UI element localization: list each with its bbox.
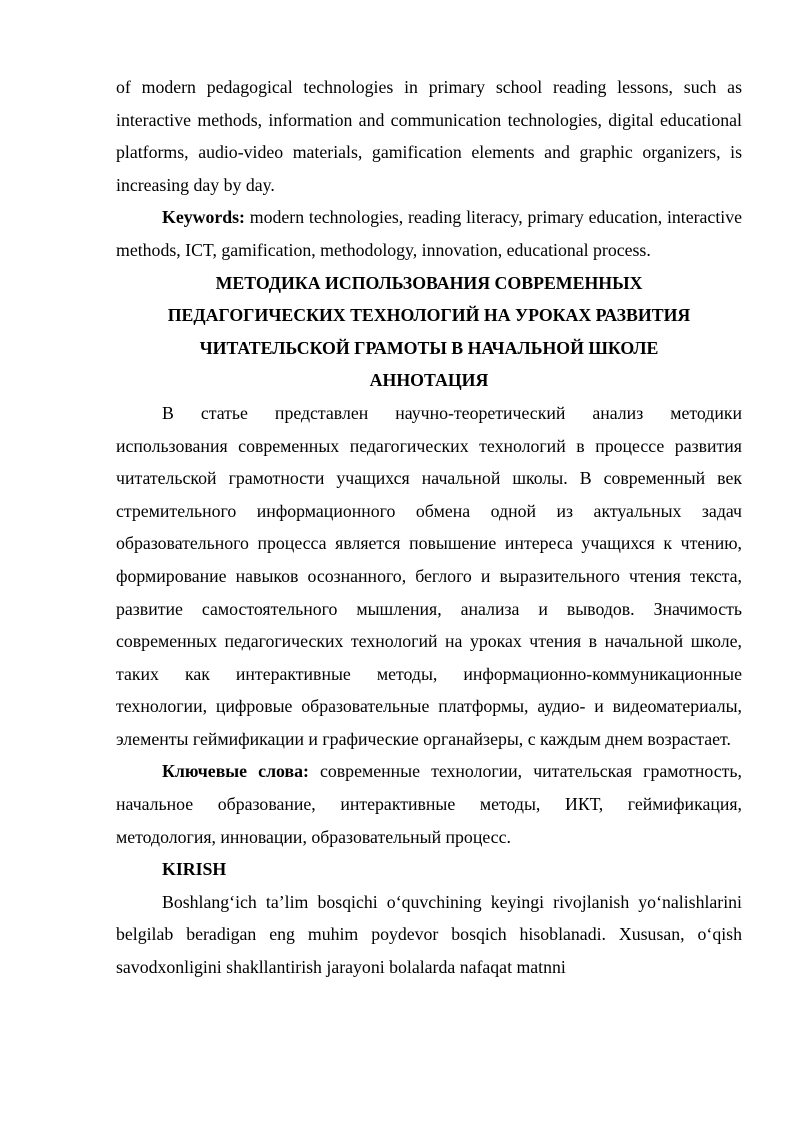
- keywords-ru-paragraph: [116, 755, 742, 853]
- title-ru-line-2: ПЕДАГОГИЧЕСКИХ ТЕХНОЛОГИЙ НА УРОКАХ РАЗВИТИЯ: [167, 305, 691, 326]
- keywords-en-paragraph: [116, 201, 742, 266]
- abstract-en-continuation: of modern pedagogical technologies in primary school reading lessons, such as interactive methods, information and communication technologies, digital educational platforms, audio-video materials, gamification elements and graphic organizers, is increasing day by day.: [116, 77, 742, 195]
- keywords-en-text: modern technologies, reading literacy, primary education, interactive methods, ICT, gamification, methodology, innovation, educational process.: [116, 207, 742, 260]
- abstract-ru-body: В статье представлен научно-теоретический анализ методики использования современных педагогических технологий в процессе развития читательской грамотности учащихся начальной школы. В современный век стремительного информационного обмена одной из актуальных задач образовательного процесса является повышение интереса учащихся к чтению, формирование навыков осознанного, беглого и выразительного чтения текста, развитие самостоятельного мышления, анализа и выводов. Значимость современных педагогических технологий на уроках чтения в начальной школе, таких как интерактивные методы, информационно-коммуникационные технологии, цифровые образовательные платформы, аудио- и видеоматериалы, элементы геймификации и графические органайзеры, с каждым днем возрастает.: [116, 402, 742, 749]
- title-ru-line-1: МЕТОДИКА ИСПОЛЬЗОВАНИЯ СОВРЕМЕННЫХ: [215, 272, 643, 293]
- keywords-ru-label: Ключевые слова:: [162, 761, 309, 782]
- keywords-ru-text: современные технологии, читательская грамотность, начальное образование, интерактивные методы, ИКТ, геймификация, методология, инновации, образовательный процесс.: [116, 761, 742, 847]
- annotation-heading: АННОТАЦИЯ: [369, 370, 489, 391]
- intro-heading: KIRISH: [162, 859, 227, 880]
- document-page: [116, 71, 742, 984]
- intro-body: Boshlang‘ich ta’lim bosqichi o‘quvchining keyingi rivojlanish yo‘nalishlarini belgilab beradigan eng muhim poydevor bosqich hisoblanadi. Xususan, o‘qish savodxonligini shakllantirish jarayoni bolalarda nafaqat matnni: [116, 891, 742, 978]
- title-ru-line-3: ЧИТАТЕЛЬСКОЙ ГРАМОТЫ В НАЧАЛЬНОЙ ШКОЛЕ: [199, 337, 659, 358]
- title-ru: [116, 267, 742, 397]
- keywords-en-label: Keywords:: [162, 207, 245, 228]
